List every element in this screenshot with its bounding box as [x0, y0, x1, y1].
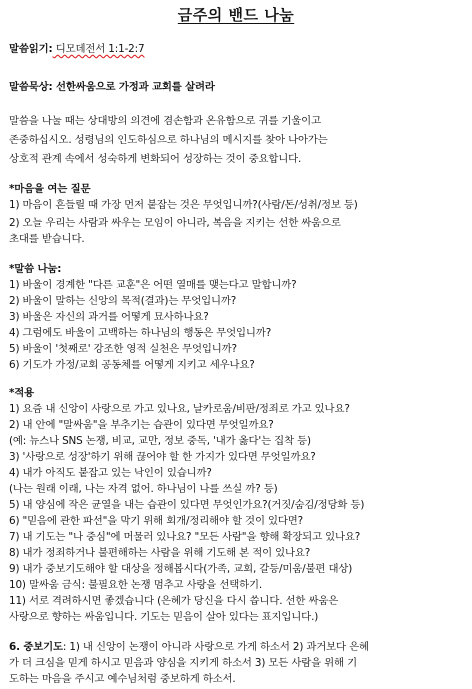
- apply-item-8: 8) 내가 정죄하거나 불편해하는 사람을 위해 기도해 본 적이 있나요?: [9, 547, 311, 559]
- prayer-line-2: 가 더 크심을 믿게 하시고 믿음과 양심을 지키게 하소서 3) 모든 사람을 위해 기: [9, 657, 357, 669]
- prayer-line-3: 도하는 마음을 주시고 예수님처럼 중보하게 하소서.: [9, 673, 236, 685]
- apply-item-7: 7) 내 기도는 "나 중심"에 머물러 있나요? "모든 사람"을 향해 확장되고 있나요?: [9, 531, 361, 543]
- open-question-2-cont: 초대를 받습니다.: [9, 233, 85, 245]
- apply-item-2-example: (예: 뉴스나 SNS 논쟁, 비교, 교만, 정보 중독, '내가 옳다'는 집착 등): [9, 435, 311, 447]
- intro-line-3: 상호적 관계 속에서 성숙하게 변화되어 성장하는 것이 중요합니다.: [9, 153, 302, 165]
- apply-item-3: 3) '사랑으로 성장'하기 위해 끊어야 할 한 가지가 있다면 무엇일까요?: [9, 451, 316, 463]
- meditation-text: 선한싸움으로 가정과 교회를 살려라: [52, 81, 215, 93]
- apply-item-5: 5) 내 양심에 작은 균열을 내는 습관이 있다면 무엇인가요?(거짓/숨김/정당화 등): [9, 499, 365, 511]
- apply-item-4-example: (나는 원래 이래, 나는 자격 없어. 하나님이 나를 쓰실 까? 등): [9, 483, 278, 495]
- meditation-label: 말씀묵상:: [9, 81, 53, 93]
- document-title: 금주의 밴드 나눔: [177, 6, 295, 24]
- intro-line-2: 존중하십시오. 성령님의 인도하심으로 하나님의 메시지를 찾아 나아가는: [9, 134, 328, 146]
- share-heading: *말씀 나눔:: [9, 263, 62, 275]
- share-question-6: 6) 기도가 가정/교회 공동체를 어떻게 지키고 세우나요?: [9, 359, 255, 371]
- share-question-1: 1) 바울이 경계한 "다른 교훈"은 어떤 열매를 맺는다고 말합니까?: [9, 279, 297, 291]
- share-question-3: 3) 바울은 자신의 과거를 어떻게 묘사하나요?: [9, 311, 209, 323]
- prayer-label: 6. 중보기도: [9, 641, 63, 653]
- meditation-line: [9, 80, 467, 94]
- share-question-5: 5) 바울이 '첫째로' 강조한 영적 실천은 무엇입니까?: [9, 343, 237, 355]
- reading-line: [9, 42, 467, 56]
- apply-item-11-cont: 사랑으로 향하는 싸움입니다. 기도는 믿음이 살아 있다는 표지입니다.): [9, 611, 319, 623]
- apply-heading: *적용: [9, 387, 35, 399]
- prayer-text-1: : 1) 내 신앙이 논쟁이 아니라 사랑으로 가게 하소서 2) 과거보다 은혜: [62, 641, 369, 653]
- open-question-1: 1) 마음이 흔들릴 때 가장 먼저 붙잡는 것은 무엇입니까?(사람/돈/성취/정보 등): [9, 199, 358, 211]
- open-questions-heading: *마음을 여는 질문: [9, 183, 91, 195]
- apply-item-9: 9) 내가 중보기도해야 할 대상을 정해봅시다(가족, 교회, 갈등/미움/불편 대상): [9, 563, 353, 575]
- apply-item-4: 4) 내가 아직도 붙잡고 있는 낙인이 있습니까?: [9, 467, 212, 479]
- apply-item-1: 1) 요즘 내 신앙이 사랑으로 가고 있나요, 날카로움/비판/정죄로 가고 있나요?: [9, 403, 350, 415]
- apply-item-2: 2) 내 안에 "말싸움"을 부추기는 습관이 있다면 무엇일까요?: [9, 419, 274, 431]
- apply-item-10: 10) 말싸움 금식: 불필요한 논쟁 멈추고 사랑을 선택하기.: [9, 579, 263, 591]
- share-question-2: 2) 바울이 말하는 신앙의 목적(결과)는 무엇입니까?: [9, 295, 237, 307]
- open-question-2: 2) 오늘 우리는 사람과 싸우는 모임이 아니라, 복음을 지키는 선한 싸움으로: [9, 217, 341, 229]
- intro-line-1: 말씀을 나눌 때는 상대방의 의견에 겸손함과 온유함으로 귀를 기울이고: [9, 115, 321, 127]
- reading-ref: 디모데전서 1:1-2:7: [52, 43, 145, 55]
- share-question-4: 4) 그럼에도 바울이 고백하는 하나님의 행동은 무엇입니까?: [9, 327, 272, 339]
- reading-label: 말씀읽기:: [9, 43, 53, 55]
- apply-item-6: 6) "믿음에 관한 파선"을 막기 위해 회개/정리해야 할 것이 있다면?: [9, 515, 304, 527]
- apply-item-11: 11) 서로 격려하시면 좋겠습니다 (은혜가 당신을 다시 씁니다. 선한 싸움은: [9, 595, 339, 607]
- prayer-line-1: [9, 640, 467, 654]
